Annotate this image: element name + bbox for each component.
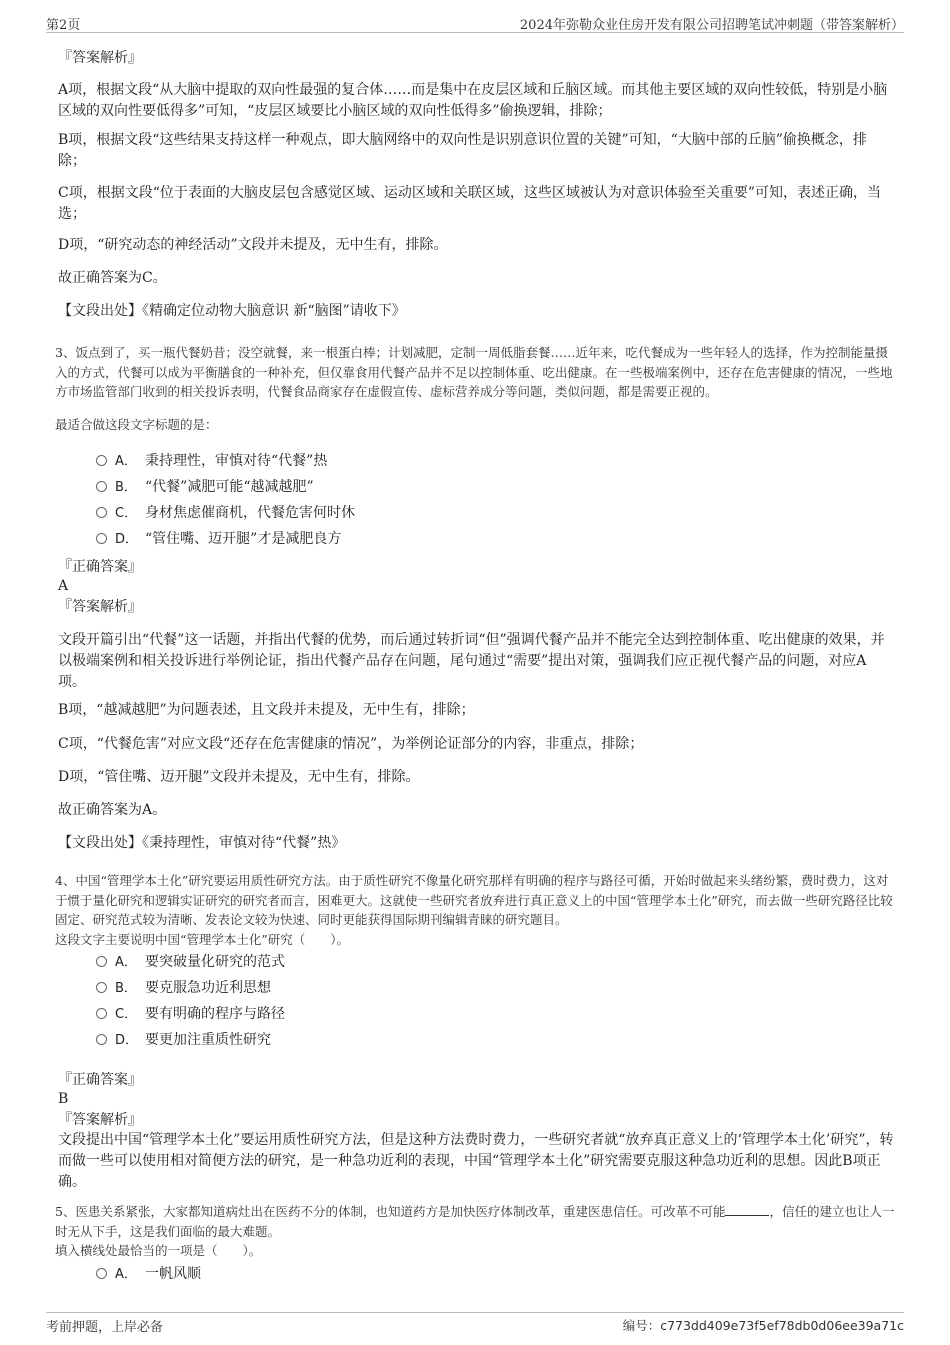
question-3-stem: 3、饭点到了，买一瓶代餐奶昔；没空就餐，来一根蛋白棒；计划减肥，定制一周低脂套餐……近年来，吃代餐成为一些年轻人的选择，作为控制能量摄入的方式，代餐可以成为平衡膳食的一种补充，但仅靠食用代餐产品并不足以控制体重、吃出健康。在一些极端案例中，还存在危害健康的情况，一些地方市场监管部门收到的相关投诉表明，代餐食品商家存在虚假宣传、虚标营养成分等问题，类似问题，都是需要正视的。: [55, 345, 893, 399]
correct-answer: B: [58, 1091, 69, 1107]
correct-answer-label: 『正确答案』: [58, 1072, 142, 1088]
question-4-prompt: 这段文字主要说明中国“管理学本土化”研究（ ）。: [55, 932, 350, 947]
analysis-option-c: C项，“代餐危害”对应文段“还存在危害健康的情况”，为举例论证部分的内容，非重点，排除；: [58, 736, 644, 752]
question-4-option-b[interactable]: B． 要克服急功近利思想: [96, 978, 271, 999]
radio-button-icon[interactable]: [96, 533, 107, 544]
question-4-option-a[interactable]: A． 要突破量化研究的范式: [96, 952, 285, 973]
page-number: 第2页: [46, 18, 81, 33]
analysis-label: 『答案解析』: [58, 1112, 142, 1128]
analysis-option-d: D项，“研究动态的神经活动”文段并未提及，无中生有，排除。: [58, 237, 448, 253]
analysis-option-c: C项，根据文段“位于表面的大脑皮层包含感觉区域、运动区域和关联区域，这些区域被认为对意识体验至关重要”可知，表述正确，当选；: [58, 185, 882, 222]
source-citation: 【文段出处】《精确定位动物大脑意识 新“脑图”请收下》: [58, 303, 406, 319]
radio-button-icon[interactable]: [96, 481, 107, 492]
radio-button-icon[interactable]: [96, 507, 107, 518]
analysis-option-b: B项，根据文段“这些结果支持这样一种观点，即大脑网络中的双向性是识别意识位置的关键”可知，“大脑中部的丘脑”偷换概念，排除；: [58, 132, 867, 169]
radio-button-icon[interactable]: [96, 982, 107, 993]
question-5-stem: 5、医患关系紧张，大家都知道病灶出在医药不分的体制，也知道药方是加快医疗体制改革，重建医患信任。可改革不可能 ，信任的建立也让人一时无从下手，这是我们面临的最大难题。: [55, 1204, 895, 1239]
document-serial-number: 编号：c773dd409e73f5ef78db0d06ee39a71c: [622, 1318, 904, 1333]
analysis-option-d: D项，“管住嘴、迈开腿”文段并未提及，无中生有，排除。: [58, 769, 420, 785]
question-3-option-c[interactable]: C． 身材焦虑催商机，代餐危害何时休: [96, 503, 355, 524]
question-3-option-b[interactable]: B． “代餐”减肥可能“越减越肥”: [96, 477, 314, 498]
analysis-label: 『答案解析』: [58, 599, 142, 615]
question-3-prompt: 最适合做这段文字标题的是：: [55, 417, 218, 432]
radio-button-icon[interactable]: [96, 1268, 107, 1279]
question-4-option-c[interactable]: C． 要有明确的程序与路径: [96, 1004, 285, 1025]
page-footer: [46, 1312, 904, 1335]
radio-button-icon[interactable]: [96, 1008, 107, 1019]
analysis-conclusion: 故正确答案为C。: [58, 270, 167, 286]
fill-in-blank: [725, 1203, 769, 1216]
question-5-option-a[interactable]: A． 一帆风顺: [96, 1264, 201, 1285]
footer-slogan: 考前押题，上岸必备: [46, 1320, 164, 1335]
analysis-paragraph: 文段提出中国“管理学本土化”要运用质性研究方法，但是这种方法费时费力，一些研究者就“放弃真正意义上的‘管理学本土化’研究”，转而做一些可以使用相对简便方法的研究，是一种急功近利的表现，中国“管理学本土化”研究需要克服这种急功近利的思想。因此B项正确。: [58, 1132, 894, 1190]
analysis-label: 『答案解析』: [58, 50, 142, 66]
analysis-option-a: A项，根据文段“从大脑中提取的双向性最强的复合体……而是集中在皮层区域和丘脑区域。而其他主要区域的双向性较低，特别是小脑区域的双向性要低得多”可知，“皮层区域要比小脑区域的双向性低得多”偷换逻辑，排除；: [58, 82, 888, 119]
question-3-option-a[interactable]: A． 秉持理性，审慎对待“代餐”热: [96, 451, 327, 472]
analysis-paragraph: 文段开篇引出“代餐”这一话题，并指出代餐的优势，而后通过转折词“但”强调代餐产品并不能完全达到控制体重、吃出健康的效果，并以极端案例和相关投诉进行举例论证，指出代餐产品存在问题，尾句通过“需要”提出对策，强调我们应正视代餐产品的问题，对应A项。: [58, 632, 885, 690]
radio-button-icon[interactable]: [96, 1034, 107, 1045]
correct-answer-label: 『正确答案』: [58, 559, 142, 575]
correct-answer: A: [58, 578, 69, 594]
document-title: 2024年弥勒众业住房开发有限公司招聘笔试冲刺题（带答案解析）: [519, 18, 904, 33]
page-header: [46, 12, 904, 33]
question-5-prompt: 填入横线处最恰当的一项是（ ）。: [55, 1243, 262, 1258]
radio-button-icon[interactable]: [96, 455, 107, 466]
question-4-option-d[interactable]: D． 要更加注重质性研究: [96, 1030, 271, 1051]
analysis-option-b: B项，“越减越肥”为问题表述，且文段并未提及，无中生有，排除；: [58, 702, 475, 718]
question-3-option-d[interactable]: D． “管住嘴、迈开腿”才是减肥良方: [96, 529, 341, 550]
question-4-stem: 4、中国“管理学本土化”研究要运用质性研究方法。由于质性研究不像量化研究那样有明确的程序与路径可循，开始时做起来头绪纷繁，费时费力，这对于惯于量化研究和逻辑实证研究的研究者而言，困难更大。这就使一些研究者放弃进行真正意义上的中国“管理学本土化”研究，而去做一些研究路径比较固定、研究范式较为清晰、发表论文较为快速、同时更能获得国际期刊编辑青睐的研究题目。: [55, 873, 893, 927]
analysis-conclusion: 故正确答案为A。: [58, 802, 167, 818]
source-citation: 【文段出处】《秉持理性，审慎对待“代餐”热》: [58, 835, 346, 851]
radio-button-icon[interactable]: [96, 956, 107, 967]
